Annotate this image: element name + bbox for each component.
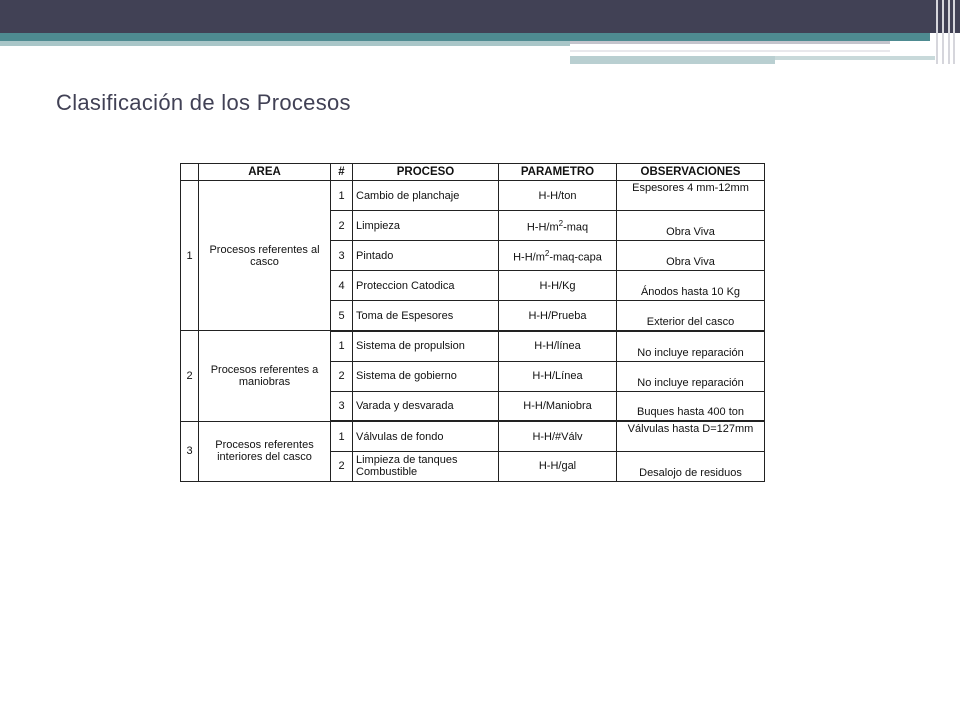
header-band-teal — [0, 33, 930, 41]
row-proceso: Varada y desvarada — [353, 391, 499, 421]
header-band-grey — [570, 41, 890, 44]
row-proceso: Toma de Espesores — [353, 301, 499, 331]
header-band-teal-light — [0, 41, 570, 46]
row-parametro: $H-H/m^2$-maq — [499, 211, 617, 241]
row-proceso: Sistema de gobierno — [353, 361, 499, 391]
row-parametro: H-H/Línea — [499, 361, 617, 391]
row-observaciones: No incluye reparación — [617, 361, 765, 391]
header-vertical-lines — [934, 0, 956, 64]
row-number: 3 — [331, 241, 353, 271]
header-area-num — [181, 164, 199, 181]
row-number: 1 — [331, 331, 353, 361]
row-proceso: Limpieza — [353, 211, 499, 241]
header-num: # — [331, 164, 353, 181]
row-observaciones: Espesores 4 mm-12mm — [617, 181, 765, 211]
group-number: 3 — [181, 421, 199, 481]
row-parametro: $H-H/m^2-maq$-capa — [499, 241, 617, 271]
header-band-grey-lower — [570, 56, 775, 64]
row-parametro: H-H/Kg — [499, 271, 617, 301]
row-observaciones: Buques hasta 400 ton — [617, 391, 765, 421]
row-parametro: H-H/línea — [499, 331, 617, 361]
row-observaciones: Exterior del casco — [617, 301, 765, 331]
row-observaciones: Obra Viva — [617, 211, 765, 241]
row-number: 1 — [331, 181, 353, 211]
row-observaciones: Obra Viva — [617, 241, 765, 271]
row-parametro: H-H/#Válv — [499, 421, 617, 451]
table-row — [181, 421, 765, 451]
row-number: 4 — [331, 271, 353, 301]
row-parametro: H-H/ton — [499, 181, 617, 211]
group-area: Procesos referentes al casco — [199, 181, 331, 331]
process-classification-table — [180, 163, 765, 482]
table-row — [181, 331, 765, 361]
slide-title: Clasificación de los Procesos — [56, 90, 351, 115]
row-proceso: Cambio de planchaje — [353, 181, 499, 211]
header-band-dark — [0, 0, 960, 33]
row-parametro: H-H/Maniobra — [499, 391, 617, 421]
header-band-grey-right — [775, 56, 935, 60]
header-observaciones: OBSERVACIONES — [617, 164, 765, 181]
row-number: 2 — [331, 211, 353, 241]
header-proceso: PROCESO — [353, 164, 499, 181]
row-observaciones: Válvulas hasta D=127mm — [617, 421, 765, 451]
table-header-row — [181, 164, 765, 181]
group-number: 2 — [181, 331, 199, 421]
header-band-line — [570, 50, 890, 52]
row-number: 5 — [331, 301, 353, 331]
row-parametro: H-H/Prueba — [499, 301, 617, 331]
row-proceso: Limpieza de tanques Combustible — [353, 451, 499, 481]
header-parametro: PARAMETRO — [499, 164, 617, 181]
row-observaciones: No incluye reparación — [617, 331, 765, 361]
row-proceso: Proteccion Catodica — [353, 271, 499, 301]
group-number: 1 — [181, 181, 199, 331]
row-parametro: H-H/gal — [499, 451, 617, 481]
row-observaciones: Desalojo de residuos — [617, 451, 765, 481]
header-area: AREA — [199, 164, 331, 181]
row-number: 2 — [331, 451, 353, 481]
row-proceso: Sistema de propulsion — [353, 331, 499, 361]
row-number: 2 — [331, 361, 353, 391]
row-number: 1 — [331, 421, 353, 451]
table-row — [181, 181, 765, 211]
row-observaciones: Ánodos hasta 10 Kg — [617, 271, 765, 301]
row-number: 3 — [331, 391, 353, 421]
row-proceso: Válvulas de fondo — [353, 421, 499, 451]
group-area: Procesos referentes interiores del casco — [199, 421, 331, 481]
group-area: Procesos referentes a maniobras — [199, 331, 331, 421]
row-proceso: Pintado — [353, 241, 499, 271]
